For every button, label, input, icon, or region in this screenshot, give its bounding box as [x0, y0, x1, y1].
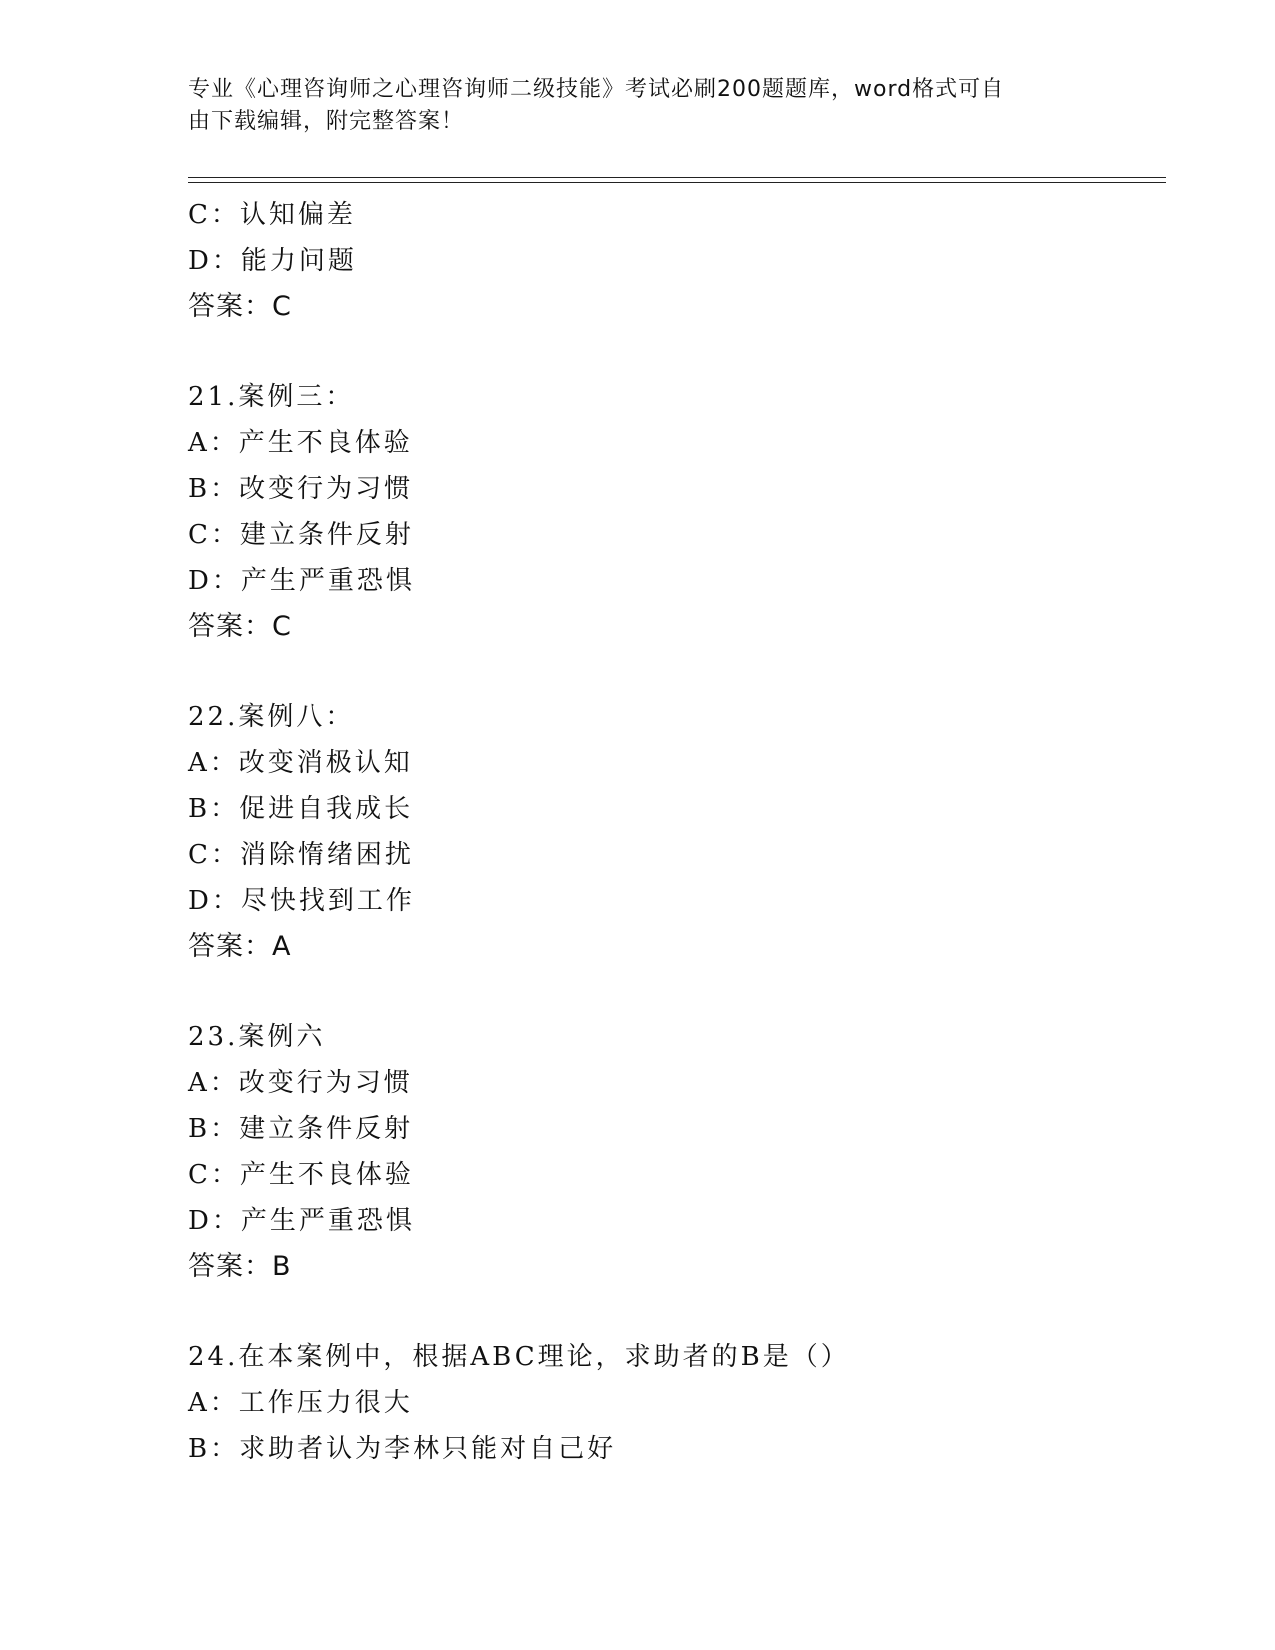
header-divider-bottom	[188, 182, 1166, 183]
option-b: B：改变行为习惯	[188, 474, 414, 504]
option-a: A：改变行为习惯	[188, 1068, 413, 1098]
option-b: B：促进自我成长	[188, 794, 414, 824]
option-c: C：认知偏差	[188, 200, 356, 230]
question-list	[188, 192, 1168, 1472]
header-divider-top	[188, 177, 1166, 178]
spacer	[188, 650, 1168, 694]
header-title-line-1: 专业《心理咨询师之心理咨询师二级技能》考试必刷200题题库，word格式可自	[188, 77, 1005, 102]
question-stem: 21.案例三：	[188, 382, 355, 412]
question-24	[188, 1334, 1168, 1472]
question-stem: 24.在本案例中，根据ABC理论，求助者的B是（）	[188, 1342, 850, 1372]
spacer	[188, 1290, 1168, 1334]
option-a: A：产生不良体验	[188, 428, 413, 458]
answer-line: 答案：C	[188, 291, 292, 322]
header-title-line-2: 由下载编辑，附完整答案！	[188, 109, 465, 134]
question-stem: 22.案例八：	[188, 702, 355, 732]
option-a: A：工作压力很大	[188, 1388, 413, 1418]
option-a: A：改变消极认知	[188, 748, 413, 778]
answer-line: 答案：A	[188, 931, 292, 962]
answer-line: 答案：C	[188, 611, 292, 642]
question-20-tail	[188, 192, 1168, 330]
question-22	[188, 694, 1168, 970]
option-c: C：产生不良体验	[188, 1160, 414, 1190]
document-header	[188, 74, 1068, 138]
question-23	[188, 1014, 1168, 1290]
option-b: B：求助者认为李林只能对自己好	[188, 1434, 617, 1464]
option-c: C：建立条件反射	[188, 520, 414, 550]
answer-line: 答案：B	[188, 1251, 292, 1282]
option-d: D：产生严重恐惧	[188, 1206, 415, 1236]
question-21	[188, 374, 1168, 650]
spacer	[188, 970, 1168, 1014]
spacer	[188, 330, 1168, 374]
option-b: B：建立条件反射	[188, 1114, 414, 1144]
question-stem: 23.案例六	[188, 1022, 326, 1052]
option-d: D：尽快找到工作	[188, 886, 415, 916]
option-d: D：产生严重恐惧	[188, 566, 415, 596]
option-d: D：能力问题	[188, 246, 357, 276]
option-c: C：消除惰绪困扰	[188, 840, 414, 870]
